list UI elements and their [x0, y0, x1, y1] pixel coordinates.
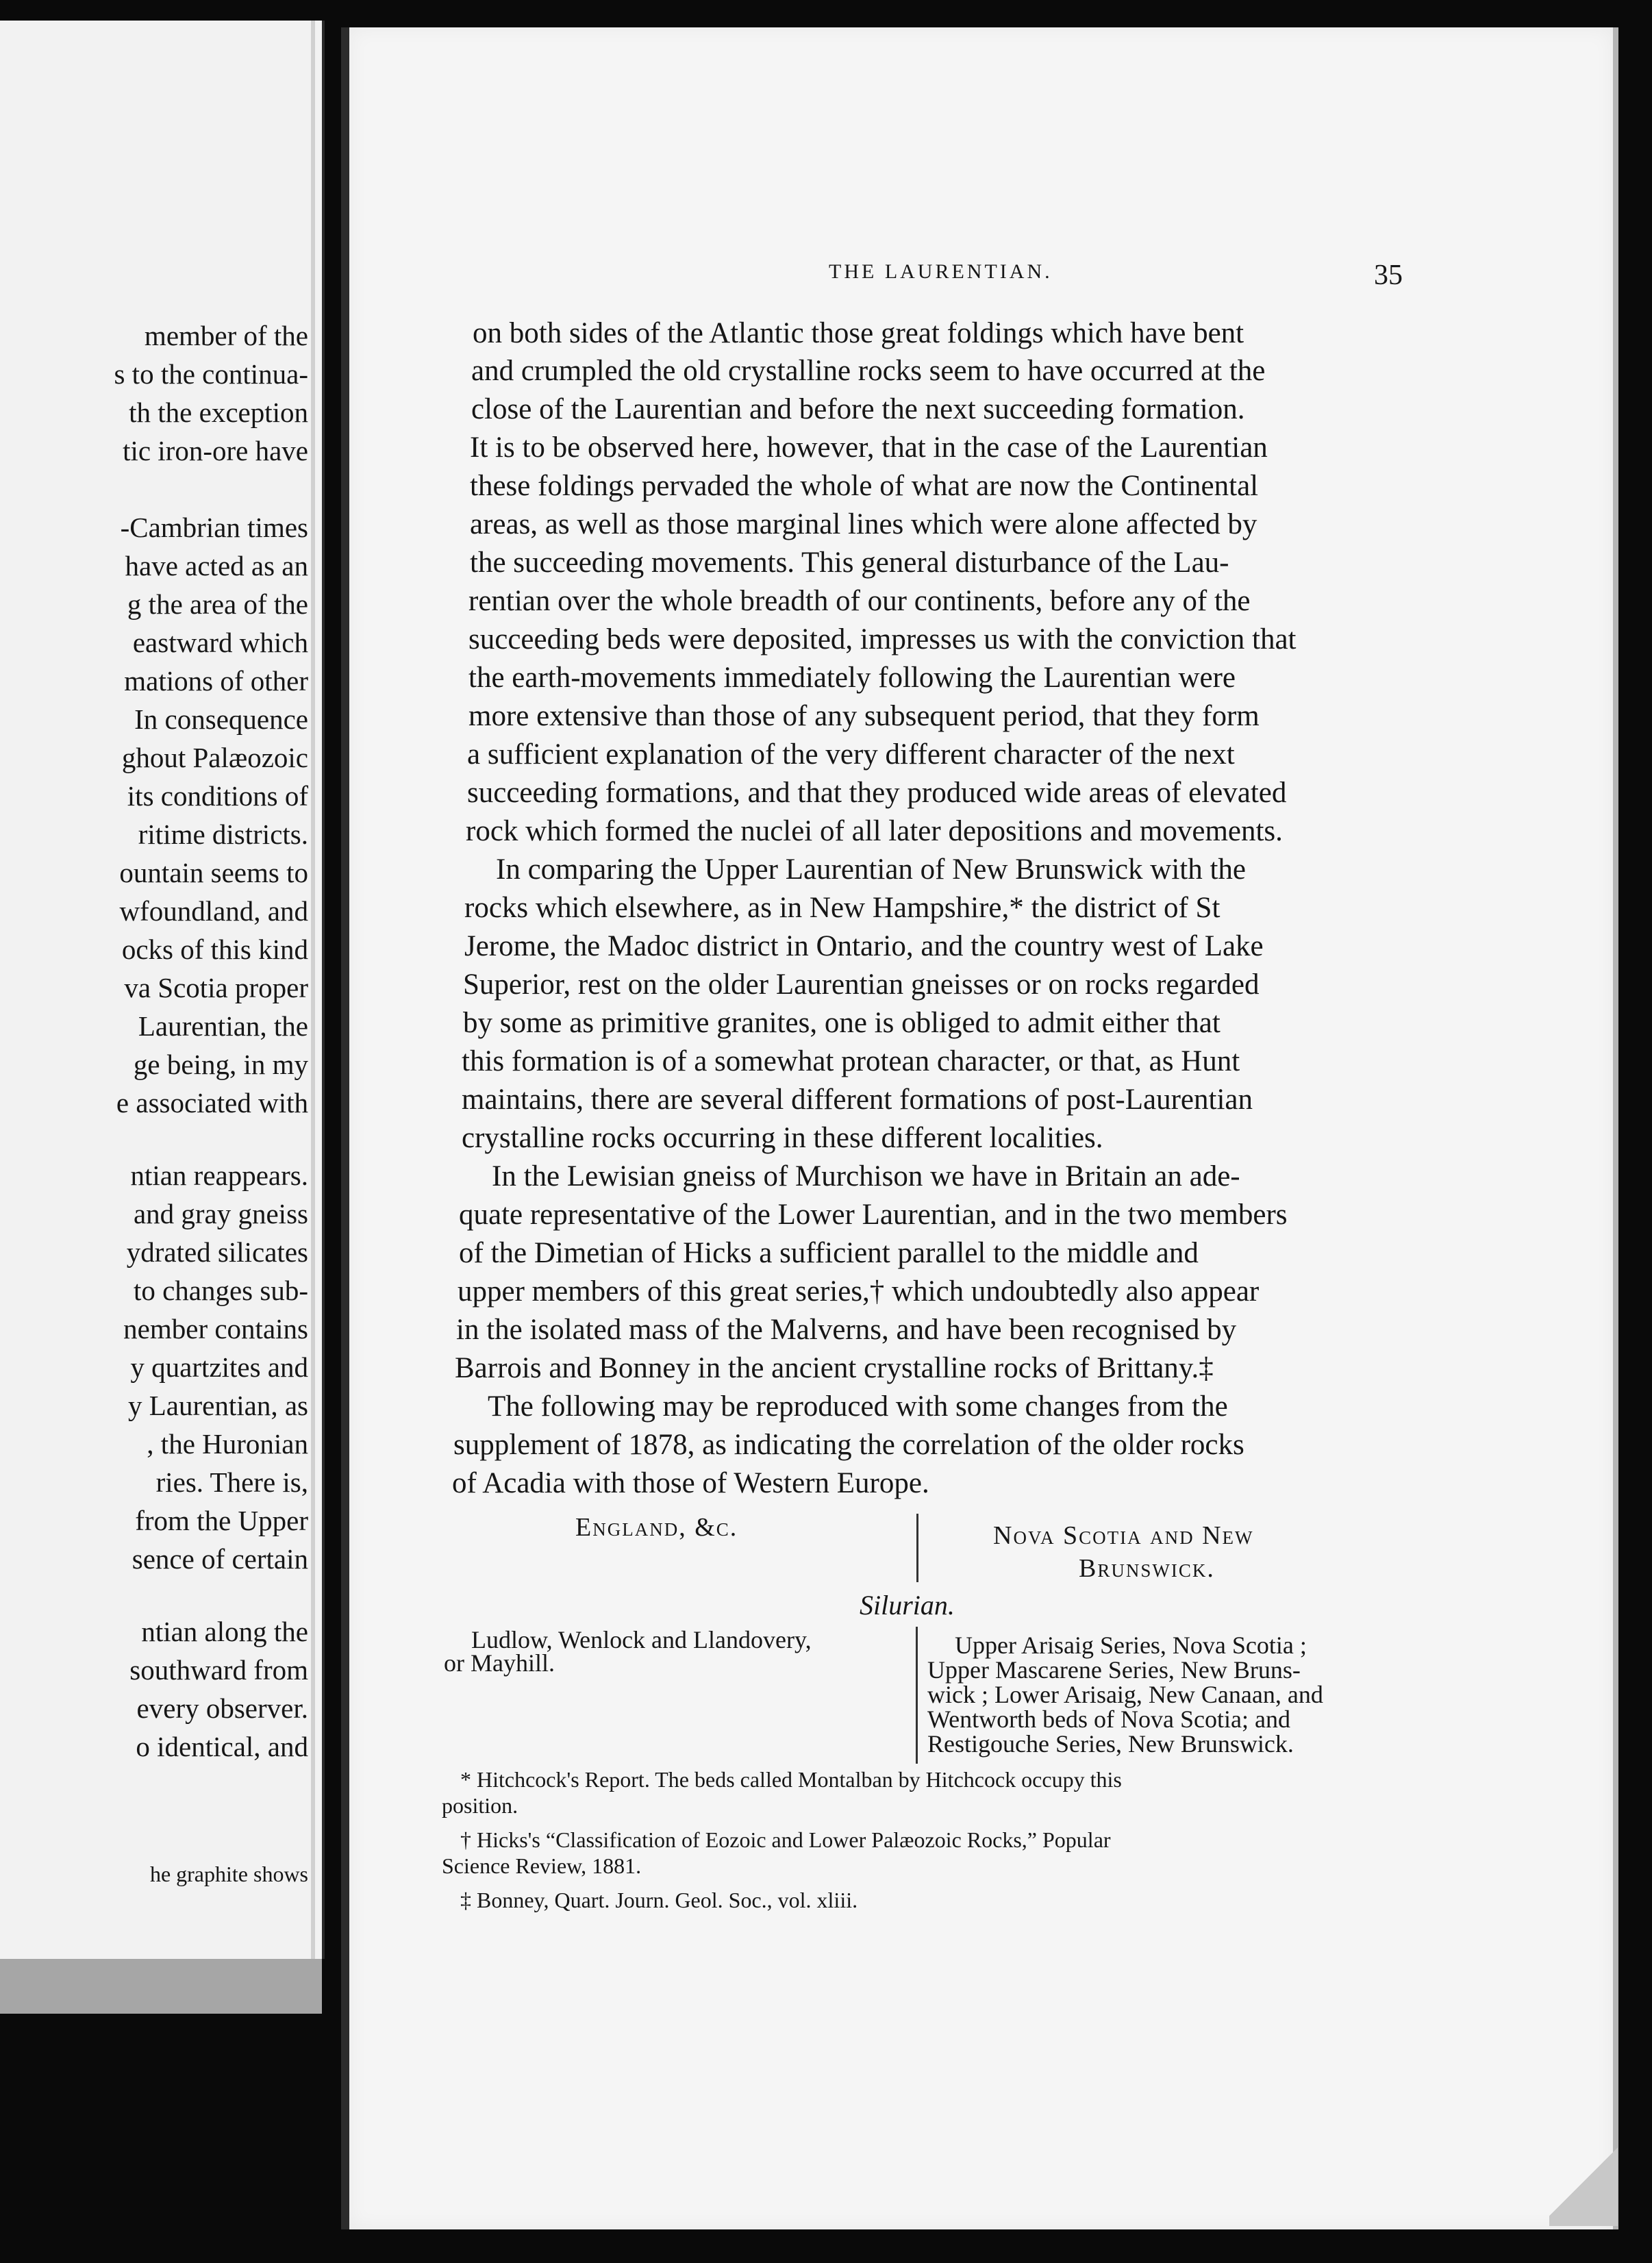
left-page-line: ritime districts. — [138, 818, 308, 850]
table-column-rule — [916, 1627, 918, 1764]
table-era-label: Silurian. — [860, 1590, 955, 1621]
left-page-line: g the area of the — [127, 588, 308, 620]
left-page-line: nember contains — [123, 1313, 308, 1345]
left-page-line: th the exception — [129, 397, 308, 428]
body-line: rentian over the whole breadth of our continents, before any of the — [468, 585, 1251, 617]
table-column-rule — [916, 1514, 918, 1582]
left-page-line: have acted as an — [125, 550, 308, 582]
body-line: close of the Laurentian and before the next succeeding formation. — [471, 393, 1245, 425]
left-page-line: ries. There is, — [155, 1466, 308, 1498]
body-line: a sufficient explanation of the very different character of the next — [467, 738, 1235, 771]
left-page-line: southward from — [129, 1654, 308, 1686]
left-page-line: wfoundland, and — [119, 895, 308, 927]
left-page-line: ntian reappears. — [130, 1160, 308, 1191]
left-page-line: mations of other — [124, 665, 308, 697]
table-right-cell-line: wick ; Lower Arisaig, New Canaan, and — [927, 1681, 1323, 1708]
body-line: The following may be reproduced with some changes from the — [488, 1390, 1228, 1423]
body-line: the earth-movements immediately following the Laurentian were — [468, 662, 1236, 694]
body-line: on both sides of the Atlantic those great foldings which have bent — [473, 317, 1244, 349]
body-line: Superior, rest on the older Laurentian gneisses or on rocks regarded — [463, 968, 1260, 1001]
left-page-line: ocks of this kind — [121, 934, 308, 965]
table-right-cell-line: Upper Mascarene Series, New Bruns- — [927, 1656, 1301, 1684]
body-line: in the isolated mass of the Malverns, and have been recognised by — [456, 1314, 1237, 1346]
body-line: upper members of this great series,† which undoubtedly also appear — [458, 1275, 1260, 1308]
left-page-line: y quartzites and — [130, 1351, 308, 1383]
left-page-edge — [311, 21, 315, 1959]
footnote-line: * Hitchcock's Report. The beds called Montalban by Hitchcock occupy this — [460, 1767, 1122, 1792]
body-line: of the Dimetian of Hicks a sufficient parallel to the middle and — [459, 1237, 1199, 1269]
table-left-cell-line: or Mayhill. — [444, 1649, 555, 1677]
body-line: crystalline rocks occurring in these different localities. — [462, 1122, 1103, 1154]
left-page-line: y Laurentian, as — [128, 1390, 308, 1421]
table-col-head-acadia: Nova Scotia and New — [993, 1521, 1254, 1550]
left-page-bottom-edge — [0, 1959, 322, 2014]
table-right-cell-line: Wentworth beds of Nova Scotia; and — [927, 1705, 1290, 1733]
book-gutter — [341, 27, 349, 2229]
body-line: Jerome, the Madoc district in Ontario, and the country west of Lake — [464, 930, 1264, 962]
body-line: by some as primitive granites, one is obliged to admit either that — [463, 1007, 1221, 1039]
left-page-line: ntian along the — [141, 1616, 308, 1647]
body-line: and crumpled the old crystalline rocks seem to have occurred at the — [471, 355, 1266, 387]
body-line: areas, as well as those marginal lines which were alone affected by — [470, 508, 1257, 540]
footnote-line: Science Review, 1881. — [442, 1853, 642, 1878]
body-line: In the Lewisian gneiss of Murchison we have in Britain an ade- — [492, 1160, 1240, 1192]
left-page-footnote: he graphite shows — [149, 1862, 308, 1886]
left-page-line: member of the — [144, 320, 308, 351]
left-page-line: ountain seems to — [119, 857, 308, 888]
table-right-cell-line: Upper Arisaig Series, Nova Scotia ; — [955, 1631, 1307, 1659]
body-line: this formation is of a somewhat protean character, or that, as Hunt — [462, 1045, 1240, 1077]
body-line: succeeding beds were deposited, impresses us with the conviction that — [468, 623, 1297, 655]
page-number: 35 — [1374, 260, 1403, 291]
left-page-line: eastward which — [132, 627, 308, 658]
left-page-line: ydrated silicates — [126, 1236, 308, 1268]
table-left-cell-line: Ludlow, Wenlock and Llandovery, — [471, 1626, 812, 1653]
left-page-line: from the Upper — [135, 1505, 308, 1536]
body-line: maintains, there are several different formations of post-Laurentian — [462, 1084, 1253, 1116]
left-page-line: -Cambrian times — [120, 512, 308, 543]
footnote-line: ‡ Bonney, Quart. Journ. Geol. Soc., vol. xliii. — [460, 1888, 858, 1912]
left-page-line: s to the continua- — [114, 358, 308, 390]
body-line: of Acadia with those of Western Europe. — [452, 1467, 929, 1499]
left-page-line: to changes sub- — [133, 1275, 308, 1306]
body-line: supplement of 1878, as indicating the correlation of the older rocks — [453, 1429, 1244, 1461]
body-line: rocks which elsewhere, as in New Hampshire,* the district of St — [464, 892, 1221, 924]
left-page-line: o identical, and — [136, 1731, 308, 1762]
running-head: THE LAURENTIAN. — [829, 260, 1053, 283]
left-page-line: Laurentian, the — [138, 1010, 308, 1042]
body-line: more extensive than those of any subsequent period, that they form — [468, 700, 1260, 732]
body-line: In comparing the Upper Laurentian of New Brunswick with the — [496, 853, 1246, 886]
body-line: Barrois and Bonney in the ancient crystalline rocks of Brittany.‡ — [455, 1352, 1214, 1384]
left-page-line: In consequence — [134, 703, 308, 735]
right-page-edge — [1613, 27, 1618, 2229]
body-line: It is to be observed here, however, that in the case of the Laurentian — [470, 432, 1268, 464]
body-line: these foldings pervaded the whole of what are now the Continental — [470, 470, 1259, 502]
left-page-line: , the Huronian — [147, 1428, 308, 1460]
body-line: succeeding formations, and that they produced wide areas of elevated — [467, 777, 1287, 809]
footnote-line: † Hicks's “Classification of Eozoic and Lower Palæozoic Rocks,” Popular — [460, 1827, 1111, 1852]
left-page-line: sence of certain — [132, 1543, 308, 1575]
body-line: rock which formed the nuclei of all later depositions and movements. — [466, 815, 1283, 847]
body-line: quate representative of the Lower Laurentian, and in the two members — [459, 1199, 1288, 1231]
left-page-line: e associated with — [116, 1087, 308, 1118]
body-line: the succeeding movements. This general disturbance of the Lau- — [470, 547, 1229, 579]
left-page-line: tic iron-ore have — [123, 435, 308, 466]
left-page-line: and gray gneiss — [133, 1198, 308, 1229]
left-page-line: its conditions of — [127, 780, 308, 812]
left-page-line: ge being, in my — [133, 1049, 308, 1080]
left-page-line: va Scotia proper — [124, 972, 308, 1003]
table-right-cell-line: Restigouche Series, New Brunswick. — [927, 1730, 1294, 1758]
left-page-line: ghout Palæozoic — [121, 742, 308, 773]
left-page — [0, 21, 325, 1959]
left-page-line: every observer. — [136, 1692, 308, 1724]
page-corner-curl — [1549, 2137, 1618, 2226]
footnote-line: position. — [442, 1793, 518, 1818]
table-col-head-england: England, &c. — [575, 1513, 738, 1542]
table-col-head-acadia-2: Brunswick. — [1079, 1554, 1215, 1583]
